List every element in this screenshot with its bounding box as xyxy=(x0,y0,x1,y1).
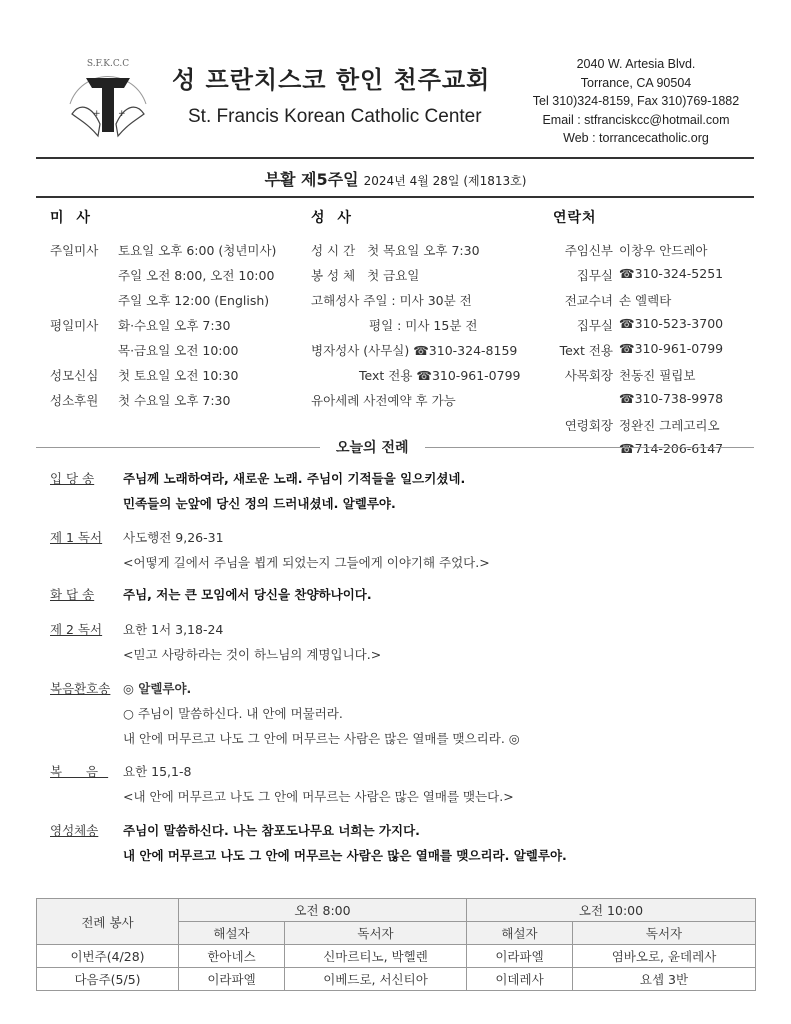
dateline-rule xyxy=(36,196,754,198)
role-header: 독서자 xyxy=(573,922,756,945)
contact-row: 전교수녀 손 엘렉타 xyxy=(564,293,672,308)
parish-logo xyxy=(58,44,158,144)
parish-contact-info xyxy=(522,55,750,148)
week-cell: 이번주(4/28) xyxy=(37,945,179,968)
sacrament-row: 성 시 간 첫 목요일 오후 7:30 xyxy=(311,243,480,258)
table-cell: 신마르티노, 박헬렌 xyxy=(285,945,467,968)
contact-row: 사목회장 천동진 필립보 xyxy=(564,368,696,383)
bulletin-header xyxy=(0,0,791,158)
week-cell: 다음주(5/5) xyxy=(37,968,179,991)
liturgy-text: 요한 15,1-8 <내 안에 머무르고 나도 그 안에 머무르는 사람은 많은 열매를 맺는다.> xyxy=(123,764,514,804)
sacrament-row: 평일 : 미사 15분 전 xyxy=(369,318,478,333)
mass-row: 주일 오후 12:00 (English) xyxy=(118,293,270,308)
table-cell: 이라파엘 xyxy=(179,968,285,991)
contact-row: 집무실 ☎310-324-5251 xyxy=(576,266,724,283)
liturgy-label: 복 음 xyxy=(50,764,109,779)
sacrament-row: 봉 성 체 첫 금요일 xyxy=(311,268,420,283)
table-header-row xyxy=(37,899,756,922)
mass-time-header: 오전 8:00 xyxy=(179,899,467,922)
sacrament-row: 유아세례 사전예약 후 가능 xyxy=(311,393,456,408)
contacts-heading: 연락처 xyxy=(553,210,597,226)
liturgy-text: 주님이 말씀하신다. 나는 참포도나무요 너희는 가지다. 내 안에 머무르고 나도 그 안에 머무르는 사람은 많은 열매를 맺으리라. 알렐루야. xyxy=(123,823,567,863)
mass-row: 주일미사 토요일 오후 6:00 (청년미사) xyxy=(50,243,277,258)
sacrament-row: 고해성사 주일 : 미사 30분 전 xyxy=(311,293,472,308)
table-row xyxy=(37,968,756,991)
sacraments-schedule xyxy=(311,207,546,416)
liturgy-text: 요한 1서 3,18-24 <믿고 사랑하라는 것이 하느님의 계명입니다.> xyxy=(123,622,382,662)
svg-text:+: + xyxy=(118,109,126,119)
liturgy-label: 영성체송 xyxy=(50,823,99,838)
liturgy-label: 화 답 송 xyxy=(50,587,95,602)
liturgy-label: 입 당 송 xyxy=(50,471,95,486)
mass-row: 목·금요일 오전 10:00 xyxy=(118,343,239,358)
mass-time-header: 오전 10:00 xyxy=(467,899,756,922)
table-corner: 전례 봉사 xyxy=(37,899,179,945)
table-cell: 한아네스 xyxy=(179,945,285,968)
liturgy-text: 사도행전 9,26-31 <어떻게 길에서 주님을 뵙게 되었는지 그들에게 이야기해 주었다.> xyxy=(123,530,490,570)
liturgy-label: 제 2 독서 xyxy=(50,622,103,637)
table-cell: 요셉 3반 xyxy=(573,968,756,991)
logo-text: S.F.K.C.C xyxy=(86,59,130,69)
mass-schedule xyxy=(50,207,305,416)
liturgy-text: 주님, 저는 큰 모임에서 당신을 찬양하나이다. xyxy=(123,587,372,602)
liturgy-title: 오늘의 전례 xyxy=(320,437,425,457)
phone-fax: Tel 310)324-8159, Fax 310)769-1882 xyxy=(532,94,740,108)
dateline xyxy=(0,167,791,190)
parish-name-english: St. Francis Korean Catholic Center xyxy=(188,106,482,127)
table-cell: 이데레사 xyxy=(467,968,573,991)
liturgy-text: 주님께 노래하여라, 새로운 노래. 주님이 기적들을 일으키셨네. 민족들의 눈앞에 당신 정의 드러내셨네. 알렐루야. xyxy=(123,471,466,511)
mass-row: 평일미사 화·수요일 오후 7:30 xyxy=(50,318,231,333)
mass-row: 주일 오전 8:00, 오전 10:00 xyxy=(118,268,275,283)
contact-row: ☎310-738-9978 xyxy=(619,391,724,406)
mass-heading: 미 사 xyxy=(50,210,94,226)
liturgy-label: 복음환호송 xyxy=(50,681,111,696)
table-cell: 이베드로, 서신티아 xyxy=(285,968,467,991)
liturgy-text: ◎ 알렐루야. ○ 주님이 말씀하신다. 내 안에 머물러라. 내 안에 머무르고 나도 그 안에 머무르는 사람은 많은 열매를 맺으리라. ◎ xyxy=(123,681,520,746)
mass-row: 성소후원 첫 수요일 오후 7:30 xyxy=(50,393,231,408)
contacts xyxy=(553,207,758,466)
parish-name-korean: 성 프란치스코 한인 천주교회 xyxy=(172,66,491,94)
table-cell: 이라파엘 xyxy=(467,945,573,968)
sacrament-row: Text 전용 ☎310-961-0799 xyxy=(359,368,521,383)
table-row xyxy=(37,945,756,968)
mass-row: 성모신심 첫 토요일 오전 10:30 xyxy=(50,368,239,383)
contact-row: Text 전용 ☎310-961-0799 xyxy=(559,341,724,358)
svg-text:+: + xyxy=(93,109,101,119)
header-rule xyxy=(36,157,754,159)
address-line-2: Torrance, CA 90504 xyxy=(580,75,692,90)
sacraments-heading: 성 사 xyxy=(311,210,355,226)
email-address[interactable]: Email : stfranciskcc@hotmail.com xyxy=(542,112,730,127)
table-cell: 염바오로, 윤데레사 xyxy=(573,945,756,968)
sacrament-row: 병자성사 (사무실) ☎310-324-8159 xyxy=(311,343,518,358)
contact-row: 집무실 ☎310-523-3700 xyxy=(576,316,724,333)
role-header: 독서자 xyxy=(285,922,467,945)
contact-row: 주임신부 이창우 안드레아 xyxy=(564,243,708,258)
contact-row: 연령회장 정완진 그레고리오 xyxy=(564,418,720,433)
liturgy-service-table xyxy=(36,898,756,991)
role-header: 해설자 xyxy=(467,922,573,945)
address-line-1: 2040 W. Artesia Blvd. xyxy=(576,57,696,71)
contact-row: ☎714-206-6147 xyxy=(619,441,724,456)
liturgy-label: 제 1 독서 xyxy=(50,530,103,545)
website-address[interactable]: Web : torrancecatholic.org xyxy=(563,131,709,145)
role-header: 해설자 xyxy=(179,922,285,945)
issue-date: 2024년 4월 28일 (제1813호) xyxy=(363,174,527,188)
liturgical-day: 부활 제5주일 xyxy=(264,170,359,189)
